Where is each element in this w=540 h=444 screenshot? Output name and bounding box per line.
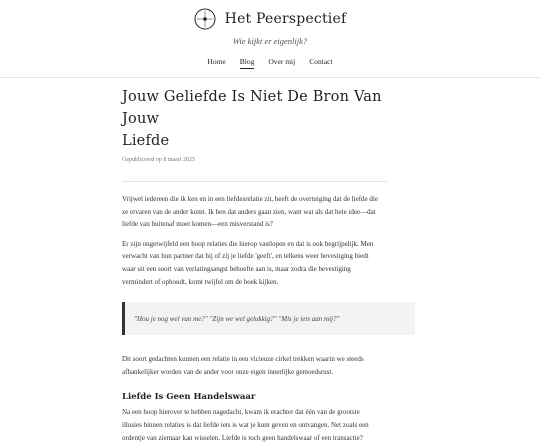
blockquote	[122, 302, 415, 335]
text-line: verwacht van hun partner dat hij of zij je liefde 'geeft', en telkens weer bevestiging biedt	[122, 252, 369, 261]
section-heading: Liefde Is Geen Handelswaar	[122, 392, 256, 403]
text-line: Na een hoop hierover te hebben nagedacht, kwam ik erachter dat één van de grootste	[122, 408, 360, 417]
nav-item-contact[interactable]: Contact	[309, 57, 333, 66]
divider	[122, 181, 387, 182]
nav-item-over-mij[interactable]: Over mij	[268, 57, 296, 66]
text-line: ordentje van ziemaar kan wisselen. Liefde is toch geen handelswaar of een transactie?	[122, 433, 363, 442]
site-tagline: Wie kijkt er eigenlijk?	[232, 36, 308, 46]
text-line: liefde van buitenaf moet komen—een misverstand is?	[122, 220, 273, 229]
main-nav	[0, 57, 540, 69]
compass-circle-icon	[194, 8, 216, 30]
text-line: Dit soort gedachten kunnen een relatie in een vicieuze cirkel trekken waarin we steeds	[122, 355, 364, 364]
quote-text: "Hou je nog wel van me?" "Zijn we wel gelukkig?" "Mis je iets aan mij?"	[134, 314, 340, 323]
post-content	[122, 86, 417, 444]
paragraph-trade	[122, 406, 417, 444]
text-line: Vrijwel iedereen die ik ken en in een liefdesrelatie zit, heeft de overtuiging dat de liefde die	[122, 195, 378, 203]
site-title[interactable]: Het Peerspectief	[224, 11, 347, 27]
site-header	[0, 0, 540, 78]
nav-item-blog[interactable]: Blog	[240, 57, 255, 69]
brand[interactable]	[0, 0, 540, 30]
paragraph-relations	[122, 238, 417, 288]
post-title-line: Liefde	[122, 133, 170, 149]
text-line: waar uit een soort van verlatingsangst behoefte aan is, maar zodra die bevestiging	[122, 264, 351, 273]
text-line: illusies binnen relaties is dat liefde iets is wat je kunt geven en ontvangen. Net zoals een	[122, 420, 369, 429]
post-date: Gepubliceerd op 8 maart 2025	[122, 157, 195, 163]
nav-item-home[interactable]: Home	[207, 57, 226, 66]
text-line: Er zijn ongetwijfeld een hoop relaties die hierop vastlopen en dat is ook begrijpelijk. Men	[122, 239, 374, 248]
text-line: vermindert of ophoudt, komt twijfel om de hoek kijken.	[122, 277, 279, 286]
post-title-line: Jouw Geliefde Is Niet De Bron Van Jouw	[122, 89, 382, 127]
text-line: afhankelijker worden van de ander voor onze eigen innerlijke gemoedsrust.	[122, 367, 334, 376]
paragraph-thoughts	[122, 353, 417, 378]
text-line: ze ervaren van de ander komt. Ik ben dat anders gaan zien, want wat als dat hele idee—dat	[122, 207, 376, 216]
paragraph-intro	[122, 193, 417, 231]
post-title	[122, 86, 417, 152]
